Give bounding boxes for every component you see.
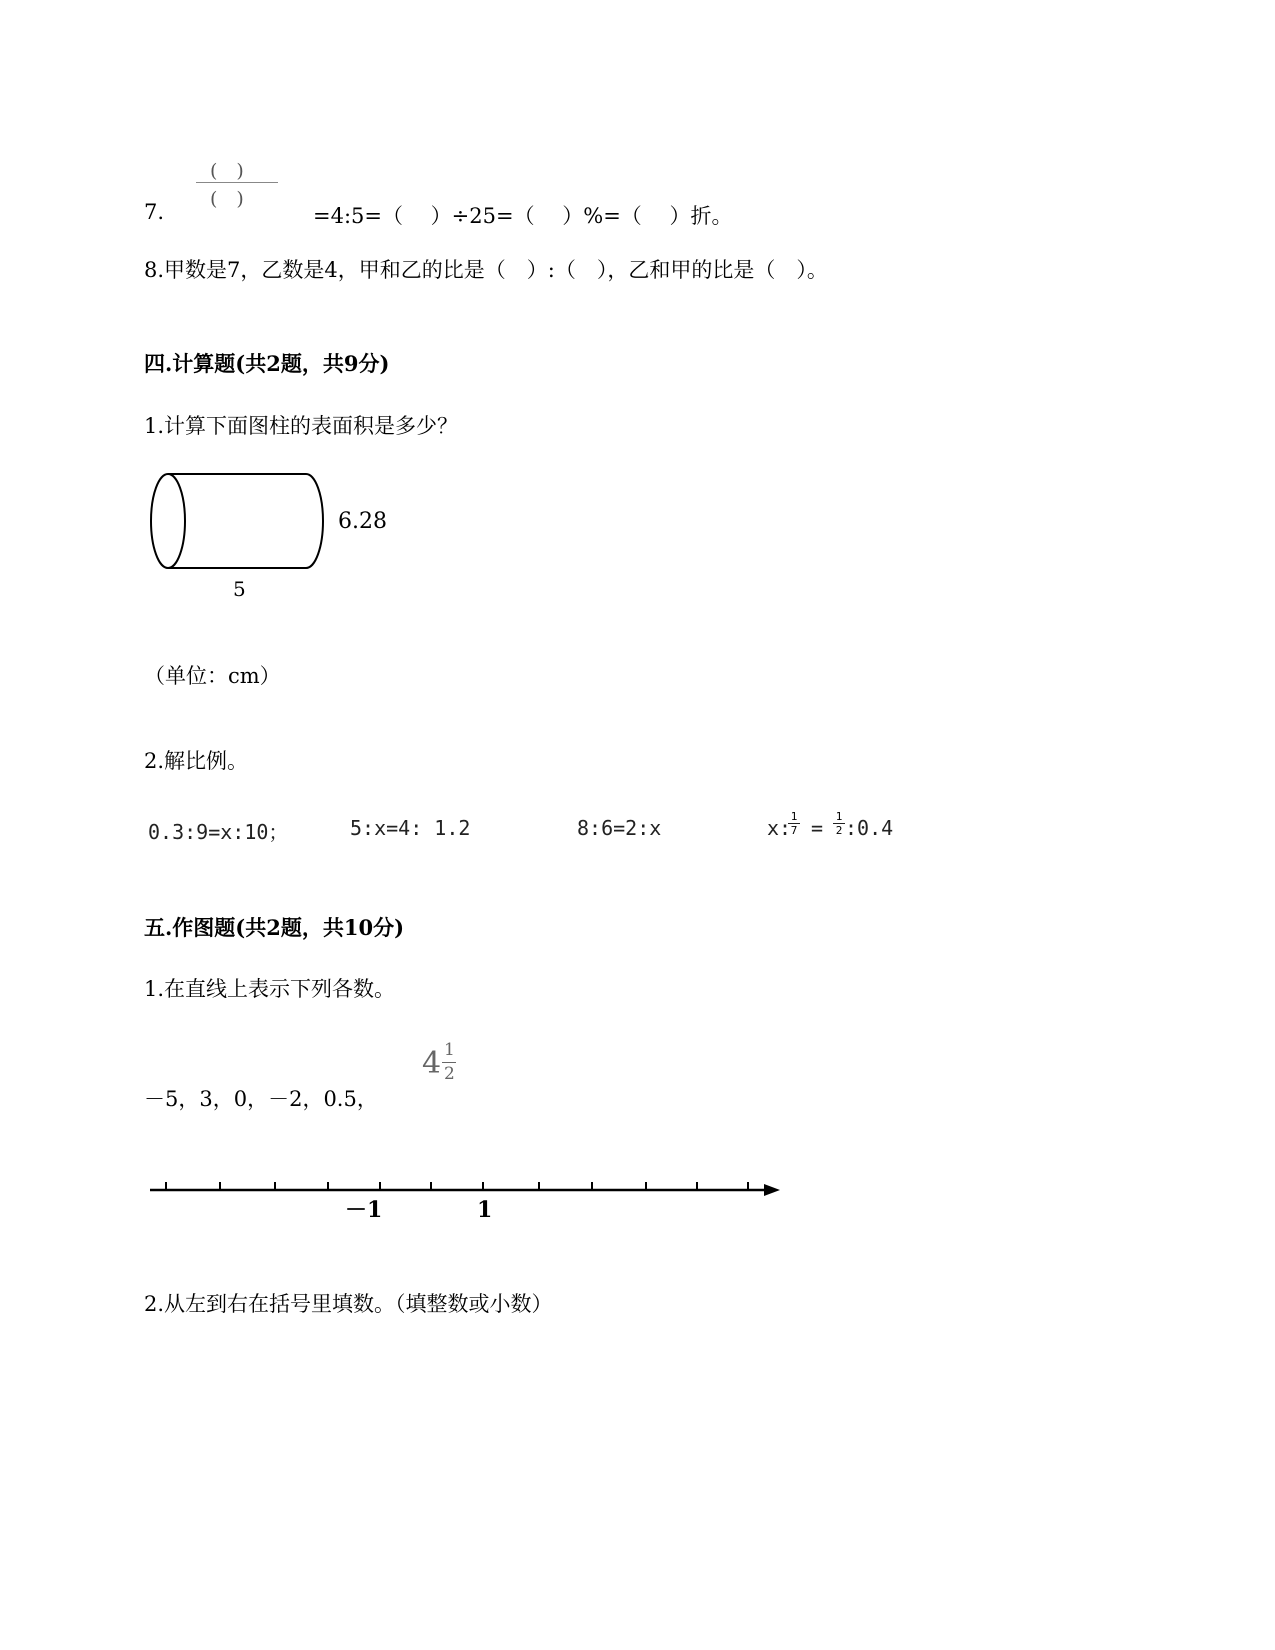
eq4-prefix: x:: [767, 816, 792, 840]
eq4-f2-num: 1: [835, 810, 843, 823]
cylinder-length-label: 5: [233, 577, 246, 601]
s5-q2-text: 2.从左到右在括号里填数。（填整数或小数）: [144, 1292, 553, 1316]
q7-equation: =4:5=（ ）÷25=（ ）%=（ ）折。: [313, 204, 733, 228]
cylinder-diagram: [140, 460, 400, 610]
tick-label-minus-one: －1: [345, 1197, 383, 1223]
eq4-f1-den: 7: [790, 824, 798, 837]
number-line[interactable]: [140, 1170, 800, 1230]
eq4-equals: =: [811, 816, 824, 840]
q7-fraction: [196, 156, 278, 212]
q7-fraction-numerator[interactable]: ( ): [210, 160, 244, 182]
proportion-eq-3: 8:6=2:x: [577, 816, 662, 840]
proportion-eq-2: 5:x=4: 1.2: [350, 816, 471, 840]
eq4-fraction-2: [833, 811, 845, 836]
numbers-to-plot: －5，3，0，－2，0.5，: [144, 1087, 378, 1111]
s5-q1-text: 1.在直线上表示下列各数。: [144, 977, 396, 1001]
mixed-den: 2: [444, 1064, 455, 1084]
mixed-whole: 4: [422, 1046, 442, 1081]
q7-number: 7.: [144, 200, 165, 224]
eq4-f1-num: 1: [790, 810, 798, 823]
mixed-num: 1: [444, 1040, 455, 1060]
section-4-title: 四.计算题(共2题，共9分): [144, 351, 390, 376]
eq4-f2-den: 2: [835, 824, 843, 837]
eq4-fraction-1: [788, 811, 800, 836]
eq4-suffix: :0.4: [845, 816, 894, 840]
s4-q1-text: 1.计算下面图柱的表面积是多少？: [144, 414, 459, 438]
proportion-eq-4: [767, 808, 907, 848]
proportion-eq-1: 0.3:9=x:10；: [148, 820, 289, 844]
s4-q1-unit: （单位：cm）: [144, 664, 281, 688]
mixed-number: [422, 1040, 472, 1092]
mixed-bar: [442, 1062, 456, 1063]
q7-fraction-bar: [196, 182, 278, 183]
tick-label-one: 1: [477, 1197, 493, 1223]
s4-q2-text: 2.解比例。: [144, 749, 249, 773]
q8-text: 8.甲数是7，乙数是4，甲和乙的比是（ ）:（ ），乙和甲的比是（ ）。: [144, 258, 828, 282]
cylinder-height-label: 6.28: [338, 509, 387, 534]
section-5-title: 五.作图题(共2题，共10分): [144, 915, 405, 940]
q7-fraction-denominator[interactable]: ( ): [210, 188, 244, 210]
